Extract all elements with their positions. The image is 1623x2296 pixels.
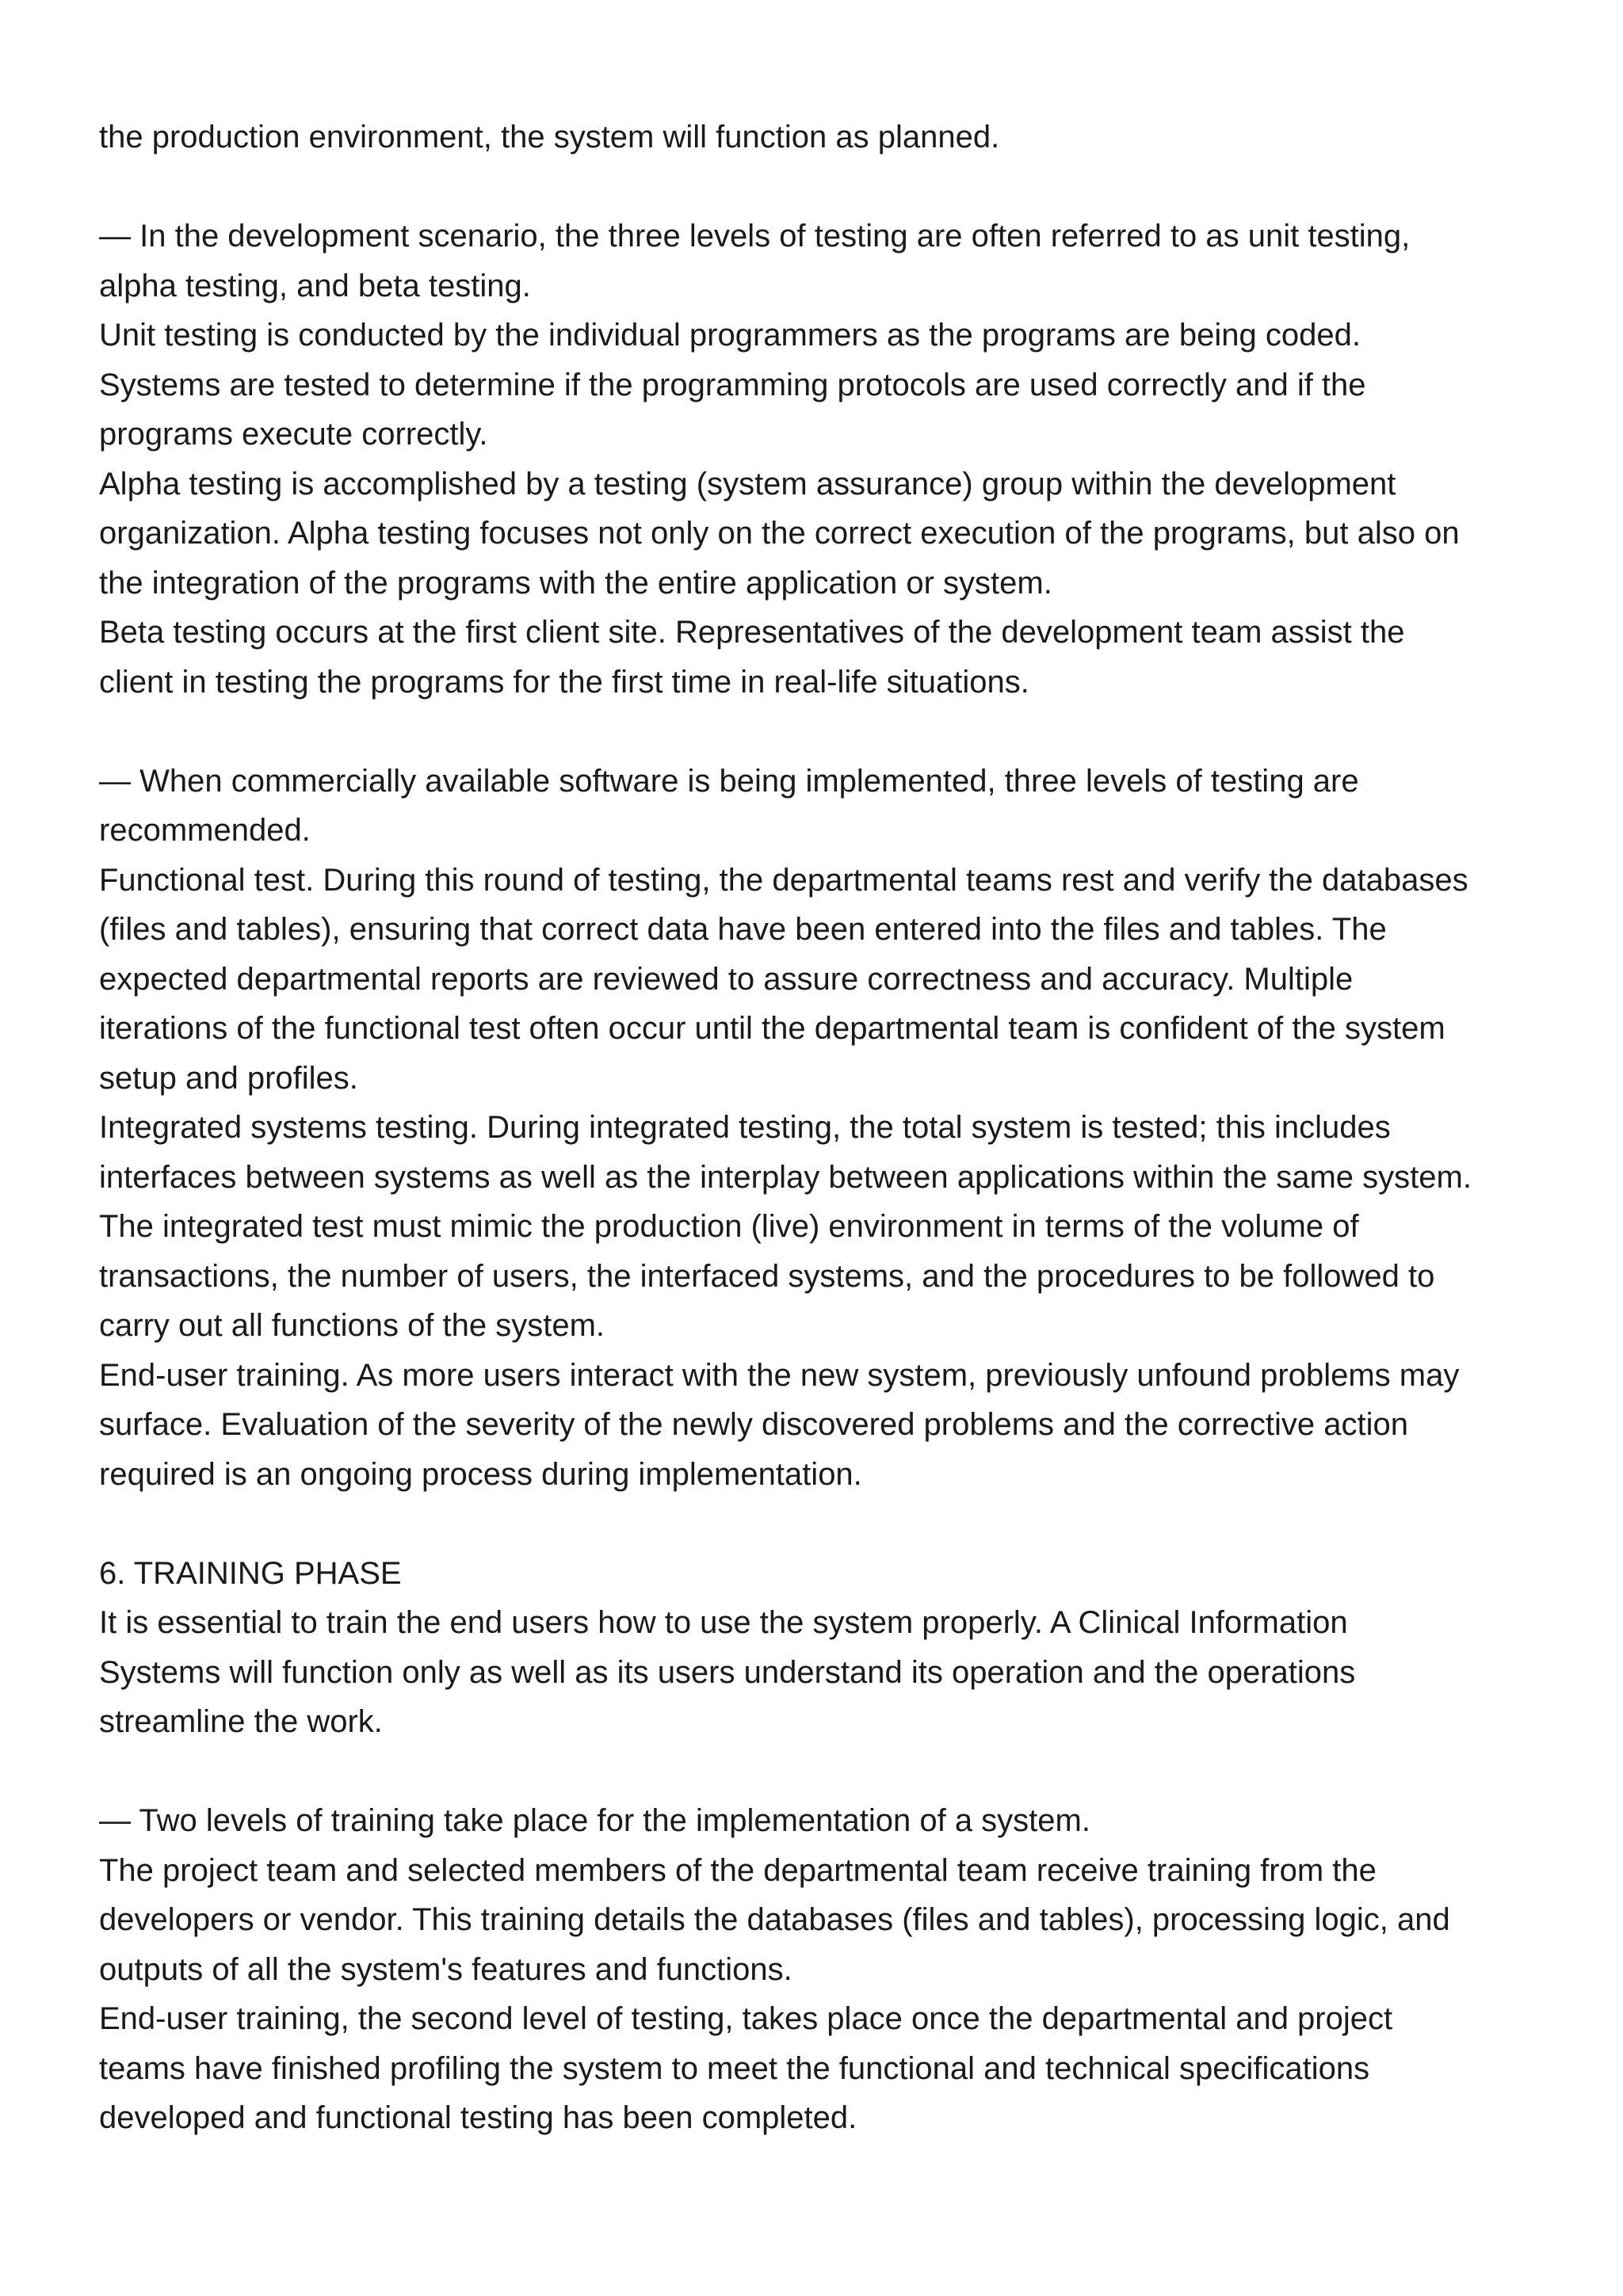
text-line: (files and tables), ensuring that correct data have been entered into the files and tables. The [99,912,1387,947]
text-line: programs execute correctly. [99,417,488,452]
text-line: expected departmental reports are reviewed to assure correctness and accuracy. Multiple [99,961,1354,997]
text-line: The integrated test must mimic the production (live) environment in terms of the volume of [99,1209,1359,1244]
text-line: recommended. [99,813,311,848]
text-line: carry out all functions of the system. [99,1308,605,1343]
text-line: streamline the work. [99,1704,383,1739]
paragraph-gap [99,1499,1541,1549]
text-line: outputs of all the system's features and functions. [99,1951,792,1987]
text-line: — Two levels of training take place for the implementation of a system. [99,1803,1090,1838]
paragraph-gap [99,1747,1541,1797]
text-line: required is an ongoing process during implementation. [99,1456,862,1492]
text-line: interfaces between systems as well as the interplay between applications within the same system. [99,1159,1472,1195]
paragraph-gap [99,707,1541,757]
text-line: Beta testing occurs at the first client site. Representatives of the development team assist the [99,615,1405,650]
text-line: the integration of the programs with the entire application or system. [99,565,1052,601]
text-line: — In the development scenario, the three levels of testing are often referred to as unit testing, [99,219,1411,254]
text-line: It is essential to train the end users how to use the system properly. A Clinical Information [99,1605,1348,1640]
text-line: transactions, the number of users, the interfaced systems, and the procedures to be followed to [99,1258,1435,1294]
paragraph-gap [99,162,1541,212]
text-line: Integrated systems testing. During integrated testing, the total system is tested; this includes [99,1110,1391,1145]
text-line: teams have finished profiling the system to meet the functional and technical specifications [99,2050,1370,2086]
text-line: Systems are tested to determine if the programming protocols are used correctly and if the [99,367,1366,402]
section-heading: 6. TRAINING PHASE [99,1555,402,1591]
text-line: setup and profiles. [99,1060,358,1096]
text-line: End-user training. As more users interact with the new system, previously unfound problems may [99,1357,1460,1393]
text-line: Unit testing is conducted by the individual programmers as the programs are being coded. [99,318,1361,353]
text-line: developed and functional testing has been completed. [99,2100,857,2135]
text-line: iterations of the functional test often occur until the departmental team is confident of the system [99,1011,1445,1046]
text-line: surface. Evaluation of the severity of the newly discovered problems and the corrective action [99,1407,1408,1442]
text-line: Functional test. During this round of testing, the departmental teams rest and verify the databases [99,862,1468,898]
text-line: client in testing the programs for the first time in real-life situations. [99,664,1029,700]
text-line: The project team and selected members of the departmental team receive training from the [99,1852,1377,1888]
text-line: — When commercially available software is being implemented, three levels of testing are [99,763,1359,799]
text-line: Systems will function only as well as its users understand its operation and the operations [99,1654,1356,1690]
text-line: alpha testing, and beta testing. [99,268,531,303]
text-line: organization. Alpha testing focuses not only on the correct execution of the programs, but also on [99,516,1460,551]
text-line: developers or vendor. This training details the databases (files and tables), processing logic, and [99,1902,1450,1937]
document-page [99,113,1541,2143]
text-line: Alpha testing is accomplished by a testing (system assurance) group within the development [99,466,1396,502]
text-line: the production environment, the system will function as planned. [99,120,1000,154]
text-line: End-user training, the second level of testing, takes place once the departmental and project [99,2001,1393,2036]
